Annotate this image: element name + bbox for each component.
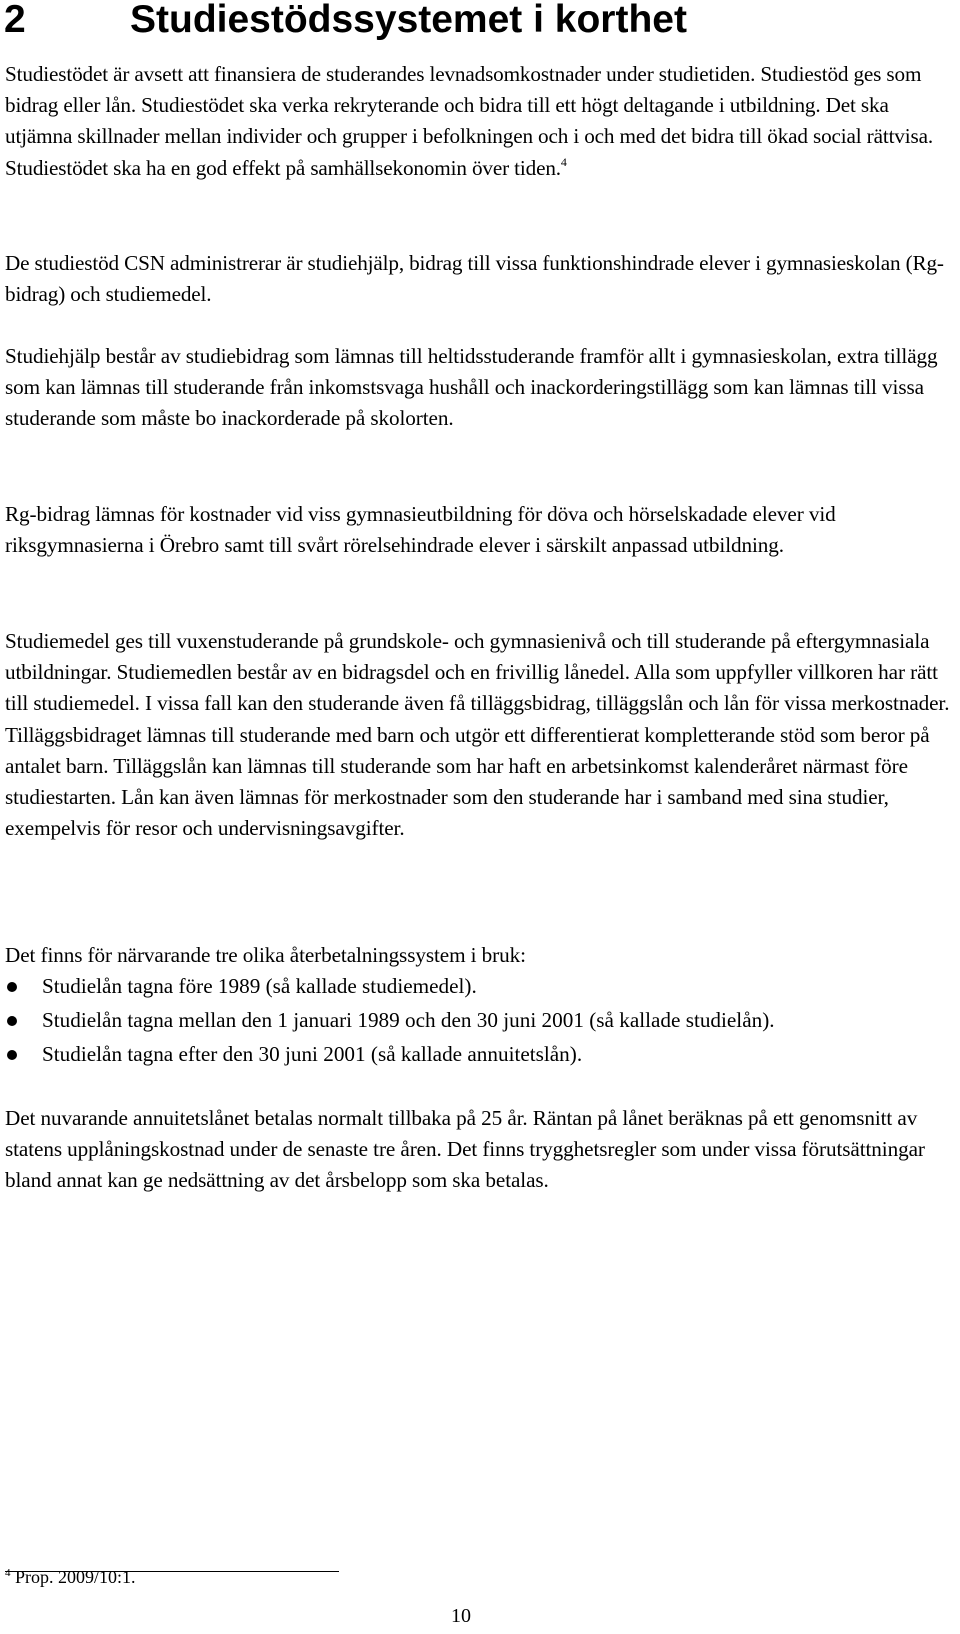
paragraph-annuity-loan: Det nuvarande annuitetslånet betalas normalt tillbaka på 25 år. Räntan på lånet beräknas på ett genomsnitt av statens upplåningskostnad under de senaste tre åren. Det finns trygghetsregler som under vissa förutsättningar bland annat kan ge nedsättning av det årsbelopp som ska betalas.	[5, 1106, 925, 1193]
paragraph-studiehjalp: Studiehjälp består av studiebidrag som lämnas till heltidsstuderande framför allt i gymnasieskolan, extra tillägg som kan lämnas till studerande från inkomstsvaga hushåll och inackorderingstillägg som kan lämnas till vissa studerande som måste bo inackorderade på skolorten.	[5, 344, 938, 431]
chapter-title: Studiestödssystemet i korthet	[130, 0, 687, 41]
list-item	[5, 971, 957, 1002]
paragraph-rg-bidrag: Rg-bidrag lämnas för kostnader vid viss gymnasieutbildning för döva och hörselskadade elever vid riksgymnasierna i Örebro samt till svårt rörelsehindrade elever i särskilt anpassad utbildning.	[5, 502, 836, 558]
footnote-reference[interactable]: 4	[560, 154, 567, 169]
chapter-heading	[4, 0, 687, 42]
list-item	[5, 1005, 957, 1036]
bullet-icon	[7, 1050, 17, 1060]
bullet-icon	[7, 982, 17, 992]
footnote-mark: 4	[5, 1567, 11, 1579]
paragraph-studiemedel: Studiemedel ges till vuxenstuderande på grundskole- och gymnasienivå och till studerande på eftergymnasiala utbildningar. Studiemedlen består av en bidragsdel och en frivillig lånedel. Alla som uppfyller villkoren har rätt till studiemedel. I vissa fall kan den studerande även få tilläggsbidrag, tilläggslån och lån för vissa merkostnader. Tilläggsbidraget lämnas till studerande med barn och utgör ett differentierat kompletterande stöd som beror på antalet barn. Tilläggslån kan lämnas till studerande som har haft en arbetsinkomst kalenderåret närmast före studiestarten. Lån kan även lämnas för merkostnader som den studerande har i samband med sina studier, exempelvis för resor och undervisningsavgifter.	[5, 629, 950, 841]
page-number: 10	[451, 1605, 471, 1627]
repayment-systems-list	[5, 971, 957, 1074]
paragraph-repayment-intro: Det finns för närvarande tre olika återbetalningssystem i bruk:	[5, 943, 526, 967]
chapter-number: 2	[4, 0, 26, 41]
list-item-text: Studielån tagna före 1989 (så kallade studiemedel).	[42, 974, 477, 998]
footnote-text: Prop. 2009/10:1.	[15, 1567, 136, 1587]
footnote	[5, 1565, 136, 1589]
list-item-text: Studielån tagna efter den 30 juni 2001 (så kallade annuitetslån).	[42, 1042, 583, 1067]
bullet-icon	[7, 1016, 17, 1026]
list-item	[5, 1039, 957, 1070]
paragraph-administered-aid: De studiestöd CSN administrerar är studiehjälp, bidrag till vissa funktionshindrade elever i gymnasieskolan (Rg-bidrag) och studiemedel.	[5, 251, 944, 307]
paragraph-purpose	[5, 59, 957, 184]
paragraph-purpose-text: Studiestödet är avsett att finansiera de studerandes levnadsomkostnader under studietiden. Studiestöd ges som bidrag eller lån. Studiestödet ska verka rekryterande och bidra till ett högt deltagande i utbildning. Det ska utjämna skillnader mellan individer och grupper i befolkningen och i och med det bidra till ökad social rättvisa. Studiestödet ska ha en god effekt på samhällsekonomin över tiden.	[5, 62, 933, 180]
list-item-text: Studielån tagna mellan den 1 januari 1989 och den 30 juni 2001 (så kallade studielån).	[42, 1008, 775, 1033]
